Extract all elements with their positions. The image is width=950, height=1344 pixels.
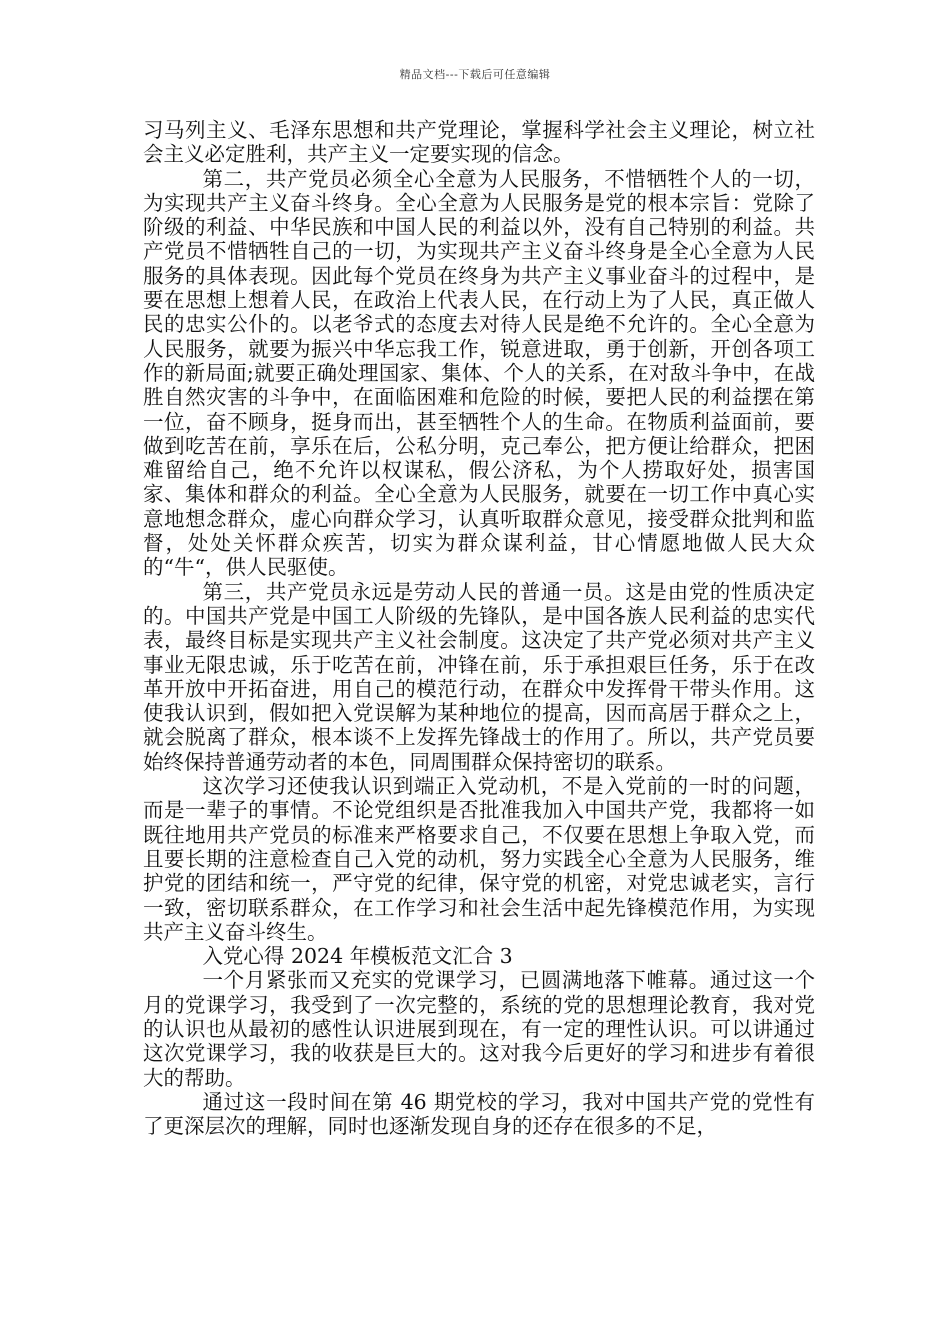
paragraph-continuation: 习马列主义、毛泽东思想和共产党理论，掌握科学社会主义理论，树立社会主义必定胜利，共产主义一定要实现的信念。 [143, 118, 815, 167]
document-body [143, 118, 815, 1138]
page-header: 精品文档---下载后可任意编辑 [399, 68, 551, 81]
paragraph-motivation: 这次学习还使我认识到端正入党动机，不是入党前的一时的问题，而是一辈子的事情。不论党组织是否批准我加入中国共产党，我都将一如既往地用共产党员的标准来严格要求自己，不仅要在思想上争取入党，而且要长期的注意检查自己入党的动机，努力实践全心全意为人民服务，维护党的团结和统一，严守党的纪律，保守党的机密，对党忠诚老实，言行一致，密切联系群众，在工作学习和社会生活中起先锋模范作用，为实现共产主义奋斗终生。 [143, 774, 815, 944]
paragraph-second-point: 第二，共产党员必须全心全意为人民服务，不惜牺牲个人的一切，为实现共产主义奋斗终身。全心全意为人民服务是党的根本宗旨：党除了阶级的利益、中华民族和中国人民的利益以外，没有自己特别的利益。共产党员不惜牺牲自己的一切，为实现共产主义奋斗终身是全心全意为人民服务的具体表现。因此每个党员在终身为共产主义事业奋斗的过程中，是要在思想上想着人民，在政治上代表人民，在行动上为了人民，真正做人民的忠实公仆的。以老爷式的态度去对待人民是绝不允许的。全心全意为人民服务，就要为振兴中华忘我工作，锐意进取，勇于创新，开创各项工作的新局面;就要正确处理国家、集体、个人的关系，在对敌斗争中，在战胜自然灾害的斗争中，在面临困难和危险的时候，要把人民的利益摆在第一位，奋不顾身，挺身而出，甚至牺牲个人的生命。在物质利益面前，要做到吃苦在前，享乐在后，公私分明，克己奉公，把方便让给群众，把困难留给自己，绝不允许以权谋私，假公济私，为个人捞取好处，损害国家、集体和群众的利益。全心全意为人民服务，就要在一切工作中真心实意地想念群众，虚心向群众学习，认真听取群众意见，接受群众批判和监督，处处关怀群众疾苦，切实为群众谋利益，甘心情愿地做人民大众的“牛“，供人民驱使。 [143, 166, 815, 580]
paragraph-party-class: 一个月紧张而又充实的党课学习，已圆满地落下帷幕。通过这一个月的党课学习，我受到了一次完整的，系统的党的思想理论教育，我对党的认识也从最初的感性认识进展到现在，有一定的理性认识。可以讲通过这次党课学习，我的收获是巨大的。这对我今后更好的学习和进步有着很大的帮助。 [143, 968, 815, 1090]
paragraph-party-school: 通过这一段时间在第 46 期党校的学习，我对中国共产党的党性有了更深层次的理解，同时也逐渐发现自身的还存在很多的不足， [143, 1089, 815, 1139]
paragraph-third-point: 第三，共产党员永远是劳动人民的普通一员。这是由党的性质决定的。中国共产党是中国工人阶级的先锋队，是中国各族人民利益的忠实代表，最终目标是实现共产主义社会制度。这决定了共产党必须对共产主义事业无限忠诚，乐于吃苦在前，冲锋在前，乐于承担艰巨任务，乐于在改革开放中开拓奋进，用自己的模范行动，在群众中发挥骨干带头作用。这使我认识到，假如把入党误解为某种地位的提高，因而高居于群众之上，就会脱离了群众，根本谈不上发挥先锋战士的作用了。所以，共产党员要始终保持普通劳动者的本色，同周围群众保持密切的联系。 [143, 579, 815, 774]
section-title: 入党心得 2024 年模板范文汇合 3 [202, 944, 513, 969]
